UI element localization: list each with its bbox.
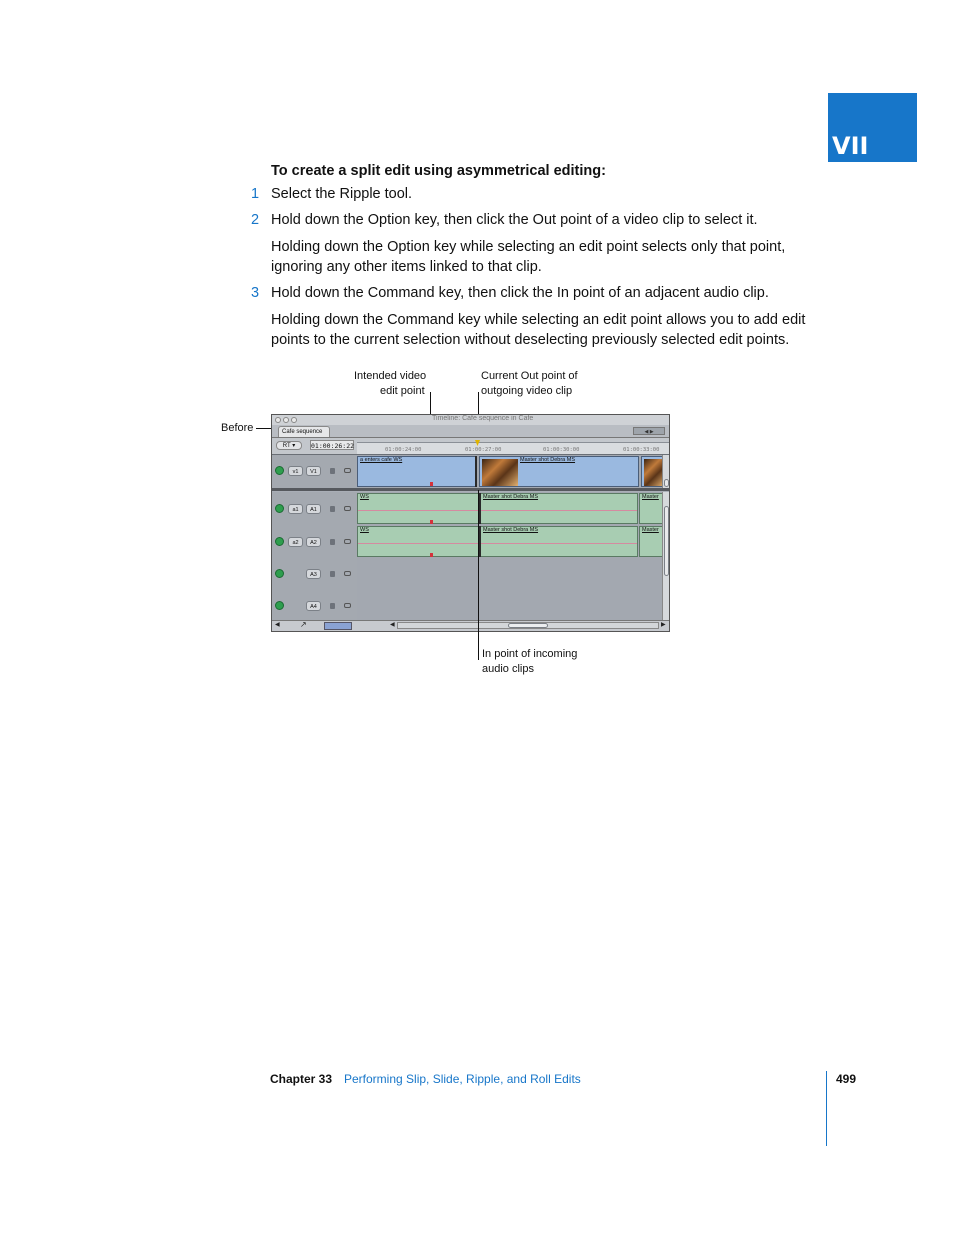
scroll-left-arrow-icon[interactable]: ◀ xyxy=(390,622,395,628)
destination-control-a3[interactable]: A3 xyxy=(306,569,321,579)
close-button[interactable] xyxy=(275,417,281,423)
speaker-icon[interactable] xyxy=(275,601,284,610)
minimize-button[interactable] xyxy=(283,417,289,423)
step-3-text: Hold down the Command key, then click the In point of an adjacent audio clip. xyxy=(271,285,769,301)
tab-cafe-sequence[interactable]: Cafe sequence xyxy=(278,426,330,437)
edit-marker xyxy=(430,482,433,486)
source-control-a2[interactable]: a2 xyxy=(288,537,303,547)
lock-icon[interactable] xyxy=(330,603,335,609)
edit-marker xyxy=(430,553,433,557)
video-audio-divider[interactable] xyxy=(272,488,669,491)
edit-marker xyxy=(430,520,433,524)
step-number-2: 2 xyxy=(251,212,260,228)
video-clip-outgoing[interactable] xyxy=(357,456,477,487)
callout-current-line1: Current Out point of xyxy=(481,370,578,382)
audio-level-line[interactable] xyxy=(481,543,638,544)
footer-chapter: Chapter 33 xyxy=(270,1072,333,1086)
callout-intended-line1: Intended video xyxy=(354,370,427,382)
step-1-text: Select the Ripple tool. xyxy=(271,186,413,202)
track-header-a1 xyxy=(272,492,357,526)
scroll-thumb[interactable] xyxy=(508,623,548,628)
lock-icon[interactable] xyxy=(330,539,335,545)
track-area-a3[interactable] xyxy=(357,558,669,591)
clip-thumbnail xyxy=(644,459,664,486)
track-area-a4[interactable] xyxy=(357,590,669,623)
callout-current-line2: outgoing video clip xyxy=(481,385,573,397)
track-area-a1 xyxy=(357,492,669,526)
rt-label: RT xyxy=(282,443,291,449)
zoom-control[interactable]: ◀ ▶ xyxy=(633,427,665,435)
track-area-v1 xyxy=(357,455,669,489)
speaker-icon[interactable] xyxy=(275,569,284,578)
track-visibility-icon[interactable] xyxy=(275,466,284,475)
step-number-3: 3 xyxy=(251,285,260,301)
audio-clip-incoming[interactable] xyxy=(480,493,638,524)
callout-in-point-line2: audio clips xyxy=(482,663,534,675)
track-header-a3 xyxy=(272,558,357,591)
audio-vertical-scrollbar[interactable] xyxy=(662,492,670,622)
link-icon[interactable] xyxy=(344,603,351,608)
clip-label: Master shot Debra MS xyxy=(483,527,539,533)
edit-point-bracket[interactable] xyxy=(479,526,481,557)
clip-label: Master xyxy=(642,494,659,500)
clip-label: Master xyxy=(642,527,659,533)
audio-clip-outgoing[interactable] xyxy=(357,493,479,524)
timeline-window-title: Timeline: Cafe sequence in Cafe xyxy=(432,415,534,422)
video-vertical-scrollbar[interactable] xyxy=(662,455,670,488)
callout-intended-line2: edit point xyxy=(380,385,425,397)
track-header-a4 xyxy=(272,590,357,623)
scroll-thumb[interactable] xyxy=(664,506,669,576)
edit-point-bracket[interactable] xyxy=(479,493,481,524)
clip-label: a enters cafe WS xyxy=(360,457,403,463)
page-number: 499 xyxy=(836,1072,857,1086)
time-ruler[interactable] xyxy=(357,442,669,454)
part-tab-label: VII xyxy=(832,132,869,160)
speaker-icon[interactable] xyxy=(275,504,284,513)
rt-menu-button[interactable]: RT ▾ xyxy=(276,441,302,450)
callout-leader-before xyxy=(256,428,271,429)
destination-control-a4[interactable]: A4 xyxy=(306,601,321,611)
playhead-icon[interactable] xyxy=(475,440,480,446)
link-icon[interactable] xyxy=(344,506,351,511)
callout-in-point-line1: In point of incoming xyxy=(482,648,578,660)
callout-leader-in-point xyxy=(478,490,479,660)
procedure-heading: To create a split edit using asymmetrical editing: xyxy=(271,163,606,179)
step-2-text: Hold down the Option key, then click the Out point of a video clip to select it. xyxy=(271,212,758,228)
source-control-v1[interactable]: v1 xyxy=(288,466,303,476)
timeline-ruler-row xyxy=(272,438,669,455)
sequence-tab-bar xyxy=(272,425,669,438)
ruler-tick: 01:00:33:00 xyxy=(623,447,660,453)
track-height-icon[interactable]: ↗ xyxy=(300,620,307,629)
callout-before: Before xyxy=(221,422,254,434)
audio-clip-outgoing[interactable] xyxy=(357,526,479,557)
scroll-right-arrow-icon[interactable]: ▶ xyxy=(661,622,666,628)
timeline-window xyxy=(271,414,670,632)
horizontal-scrollbar[interactable] xyxy=(397,622,659,629)
footer-divider xyxy=(826,1071,827,1146)
audio-level-line[interactable] xyxy=(358,510,479,511)
track-header-a2 xyxy=(272,525,357,559)
audio-waveform-toggle-icon[interactable]: ◀ xyxy=(275,622,280,628)
audio-level-line[interactable] xyxy=(358,543,479,544)
destination-control-a2[interactable]: A2 xyxy=(306,537,321,547)
audio-level-line[interactable] xyxy=(481,510,638,511)
step-number-1: 1 xyxy=(251,186,260,202)
zoom-button[interactable] xyxy=(291,417,297,423)
timeline-bottom-bar xyxy=(272,620,669,631)
track-header-v1 xyxy=(272,455,357,489)
step-2-note: Holding down the Option key while selecting an edit point selects only that point, ignoring any other items linked to that clip. xyxy=(271,239,786,275)
lock-icon[interactable] xyxy=(330,468,335,474)
link-icon[interactable] xyxy=(344,468,351,473)
clip-label: WS xyxy=(360,494,369,500)
track-area-a2 xyxy=(357,525,669,559)
clip-thumbnail xyxy=(482,459,518,486)
audio-clip-incoming[interactable] xyxy=(480,526,638,557)
clip-label: Master shot Debra MS xyxy=(520,457,576,463)
clip-label: Master shot Debra MS xyxy=(483,494,539,500)
ruler-tick: 01:00:27:00 xyxy=(465,447,502,453)
video-clip-incoming[interactable] xyxy=(479,456,639,487)
clip-label: WS xyxy=(360,527,369,533)
scroll-thumb[interactable] xyxy=(664,479,669,487)
footer-chapter-title[interactable]: Performing Slip, Slide, Ripple, and Roll Edits xyxy=(344,1072,581,1086)
step-3-note: Holding down the Command key while selecting an edit point allows you to add edit points to the current selection without deselecting previously selected edit points. xyxy=(271,312,806,348)
ruler-tick: 01:00:30:00 xyxy=(543,447,580,453)
zoom-slider[interactable] xyxy=(324,622,352,630)
link-icon[interactable] xyxy=(344,539,351,544)
part-tab xyxy=(828,93,917,162)
speaker-icon[interactable] xyxy=(275,537,284,546)
lock-icon[interactable] xyxy=(330,571,335,577)
destination-control-v1[interactable]: V1 xyxy=(306,466,321,476)
destination-control-a1[interactable]: A1 xyxy=(306,504,321,514)
edit-point-bracket[interactable] xyxy=(475,456,477,487)
link-icon[interactable] xyxy=(344,571,351,576)
ruler-tick: 01:00:24:00 xyxy=(385,447,422,453)
source-control-a1[interactable]: a1 xyxy=(288,504,303,514)
lock-icon[interactable] xyxy=(330,506,335,512)
current-timecode[interactable]: 01:00:26:22 xyxy=(311,442,355,450)
